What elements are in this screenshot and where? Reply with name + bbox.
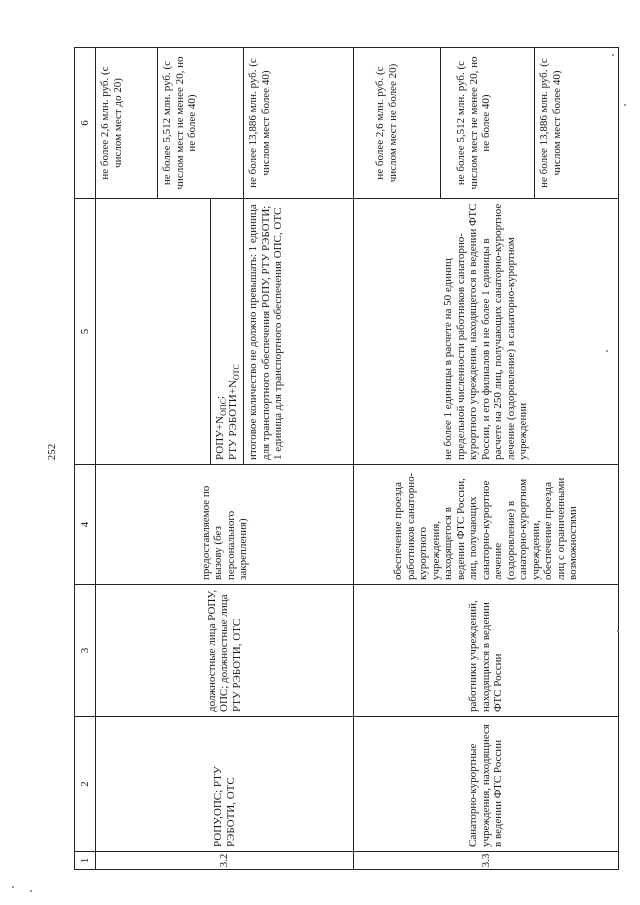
scan-speck <box>612 54 614 56</box>
header-col-6: 6 <box>75 48 96 199</box>
formula-block <box>210 199 242 464</box>
table-header-row <box>75 48 96 870</box>
quantity-limit-cell: итоговое количество не должно превышать: 1 единица для транспортного обеспечения РОПУ, РТУ РЭБОТИ; 1 единица для транспортного обеспечения ОПС, ОТС <box>244 199 354 465</box>
recipient-cell: Санаторно-курортные учреждения, находящиеся в ведении ФТС России <box>354 717 619 852</box>
quantity-cell <box>96 199 244 465</box>
price-cell-b: не более 5,512 млн. руб. (с числом мест не менее 20, но не более 40) <box>440 48 534 198</box>
price-split-cell <box>354 48 619 199</box>
row-number: 3.3 <box>354 852 619 870</box>
header-col-5: 5 <box>75 199 96 465</box>
persons-cell: работники учреждений, находящихся в ведении ФТС России <box>354 585 619 717</box>
price-cell-c: не более 13,886 млн. руб. (с числом мест более 40) <box>534 48 566 198</box>
recipient-cell: РОПУ,ОПС; РТУ РЭБОТИ, ОТС <box>96 717 354 852</box>
formula-line-1: РОПУ+N <box>214 415 226 460</box>
scan-speck <box>617 630 619 632</box>
header-col-2: 2 <box>75 717 96 852</box>
scan-speck <box>30 890 32 892</box>
page-number: 252 <box>46 443 58 461</box>
table-row <box>354 48 619 870</box>
scan-speck <box>606 350 608 352</box>
formula-sub-2: ОТС <box>231 364 241 381</box>
persons-cell: должностные лица РОПУ, ОПС; должностные лица РТУ РЭБОТИ, ОТС <box>96 585 354 717</box>
header-col-1: 1 <box>75 852 96 870</box>
formula-tail-1: ; <box>214 395 226 400</box>
header-col-4: 4 <box>75 465 96 585</box>
quantity-limit-cell: не более 1 единицы в расчете на 50 единиц предельной численности работников санаторно-курортного учреждения, находящегося в ведении ФТС России, и его филиалов и не более 1 единицы в расчете на 250 лиц, получающих санаторно-курортное лечение (оздоровление) в санаторно-курортном учреждении <box>354 199 619 465</box>
row-number: 3.2 <box>96 852 354 870</box>
price-cell-a: не более 2,6 млн. руб. (с числом мест не более 20) <box>374 63 399 183</box>
rotated-table-container <box>74 48 619 870</box>
formula-line-2: РТУ РЭБОТИ+N <box>226 380 239 460</box>
purpose-cell: обеспечение проезда работников санаторно-курортного учреждения, находящегося в ведении ФТС России, лиц, получающих санаторно-курортное лечение (оздоровление) в санаторно-курортном учреждении, обеспечение проезда лиц с ограниченными возможностями <box>354 465 619 585</box>
vehicle-norms-table <box>74 47 619 870</box>
purpose-cell: предоставляемое по вызову (без персонального закрепления) <box>96 465 354 585</box>
formula-sub-1: ОПС <box>219 399 229 416</box>
scan-speck <box>624 104 626 106</box>
header-col-3: 3 <box>75 585 96 717</box>
table-row <box>96 48 158 870</box>
price-cell-1: не более 2,6 млн. руб. (с числом мест до 20) <box>96 48 158 199</box>
price-cell-3: не более 13,886 млн. руб. (с числом мест более 40) <box>244 48 354 199</box>
scan-speck <box>12 886 14 888</box>
price-cell-2: не более 5,512 млн. руб. (с числом мест не менее 20, но не более 40) <box>158 48 244 199</box>
